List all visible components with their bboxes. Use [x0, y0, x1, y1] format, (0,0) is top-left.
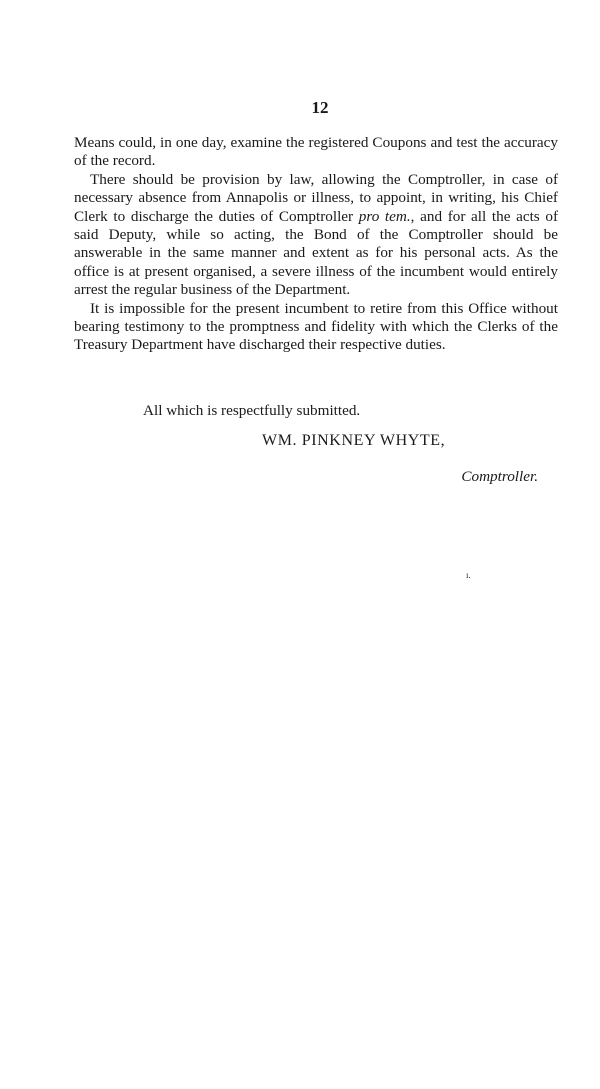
paragraph-3: It is impossible for the present incumbent to retire from this Office without bearing testimony to the promptness and fidelity with which the Clerks of the Treasury Department have discharged their respective duties.	[74, 299, 558, 354]
signature-title: Comptroller.	[461, 468, 538, 485]
page-speck: ı.	[466, 570, 471, 580]
paragraph-2	[74, 171, 558, 300]
body-text	[74, 134, 558, 355]
paragraph-1: Means could, in one day, examine the registered Coupons and test the accuracy of the record.	[74, 134, 558, 170]
paragraph-2-italic: pro tem.	[358, 207, 411, 225]
paragraph-2-text-after: , and for all the acts of said Deputy, while so acting, the Bond of the Comptroller should be answerable in the same manner and extent as for his personal acts. As the office is at present organised, a severe illness of the incumbent would entirely arrest the regular business of the Department.	[74, 207, 559, 299]
closing-line: All which is respectfully submitted.	[143, 402, 361, 419]
signature-name: WM. PINKNEY WHYTE,	[262, 432, 446, 449]
paragraph-2-text: There should be provision by law, allowing the Comptroller, in case of necessary absence from Annapolis or illness, to appoint, in writing, his Chief Clerk to discharge the duties of Comptroller	[74, 170, 558, 225]
page-number: 12	[311, 98, 329, 117]
